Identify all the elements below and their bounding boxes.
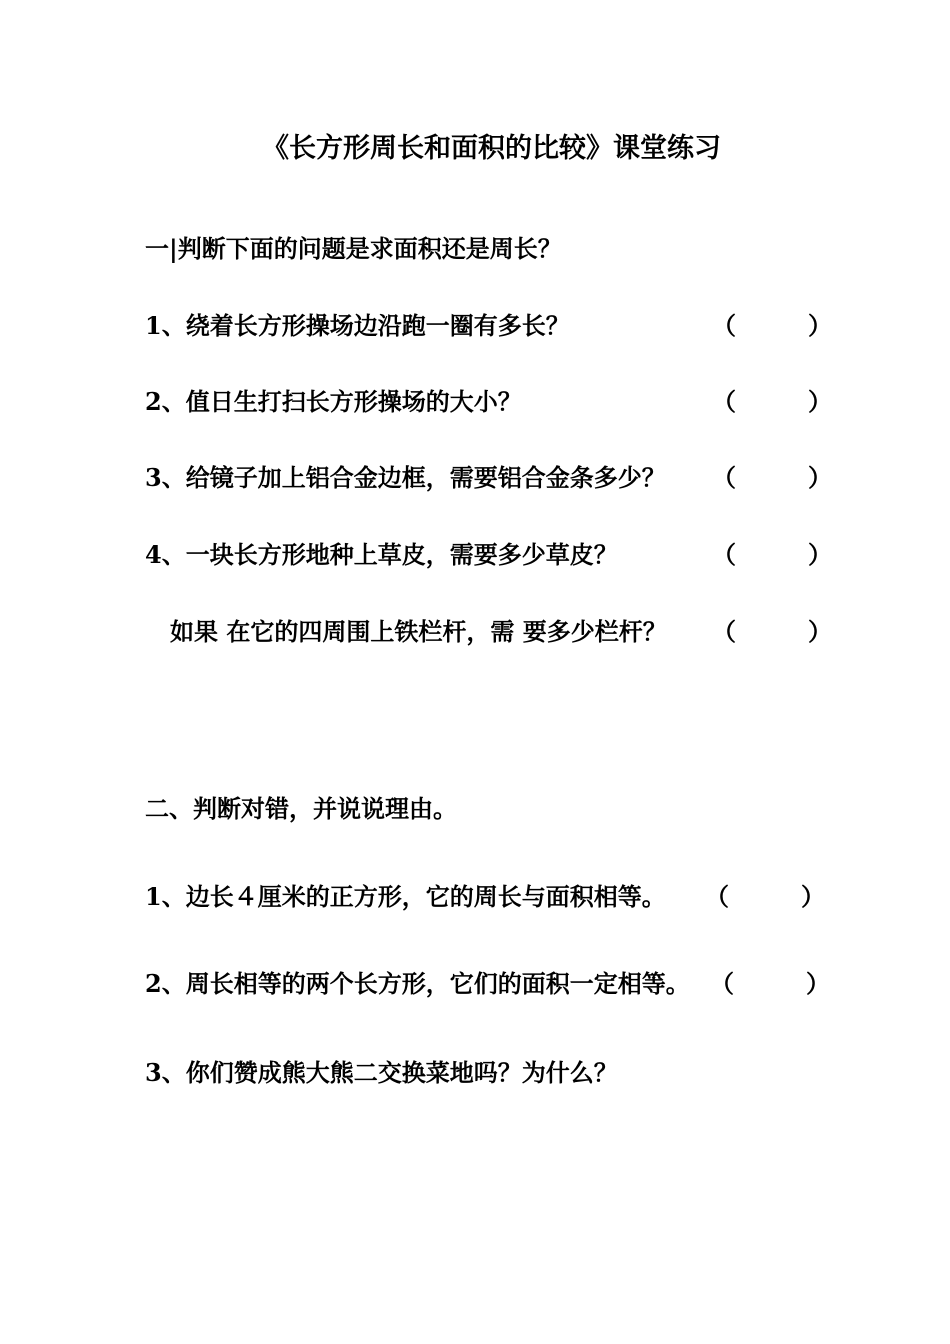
answer-blank-2-2[interactable]: （ ） xyxy=(710,969,830,998)
page-title: 《长方形周长和面积的比较》课堂练习 xyxy=(262,133,721,164)
answer-blank-1-4[interactable]: （ ） xyxy=(712,540,832,569)
question-1-4-followup: 如果 在它的四周围上铁栏杆，需 要多少栏杆？ xyxy=(170,617,667,646)
question-2-3: 3、你们赞成熊大熊二交换菜地吗？为什么？ xyxy=(145,1058,618,1087)
question-1-2: 2、值日生打扫长方形操场的大小？ xyxy=(145,387,522,416)
question-2-1: 1、边长４厘米的正方形，它的周长与面积相等。 xyxy=(145,882,666,911)
section1-heading: 一|判断下面的问题是求面积还是周长？ xyxy=(145,234,562,263)
answer-blank-1-1[interactable]: （ ） xyxy=(712,311,832,340)
answer-blank-1-3[interactable]: （ ） xyxy=(712,463,832,492)
answer-blank-1-5[interactable]: （ ） xyxy=(712,617,832,646)
question-1-4: 4、一块长方形地种上草皮，需要多少草皮？ xyxy=(145,540,618,569)
question-1-1: 1、绕着长方形操场边沿跑一圈有多长？ xyxy=(145,311,570,340)
section2-heading: 二、判断对错，并说说理由。 xyxy=(145,794,457,823)
answer-blank-2-1[interactable]: （ ） xyxy=(705,882,825,911)
answer-blank-1-2[interactable]: （ ） xyxy=(712,387,832,416)
question-2-2: 2、周长相等的两个长方形，它们的面积一定相等。 xyxy=(145,969,690,998)
question-1-3: 3、给镜子加上铝合金边框，需要铝合金条多少？ xyxy=(145,463,666,492)
